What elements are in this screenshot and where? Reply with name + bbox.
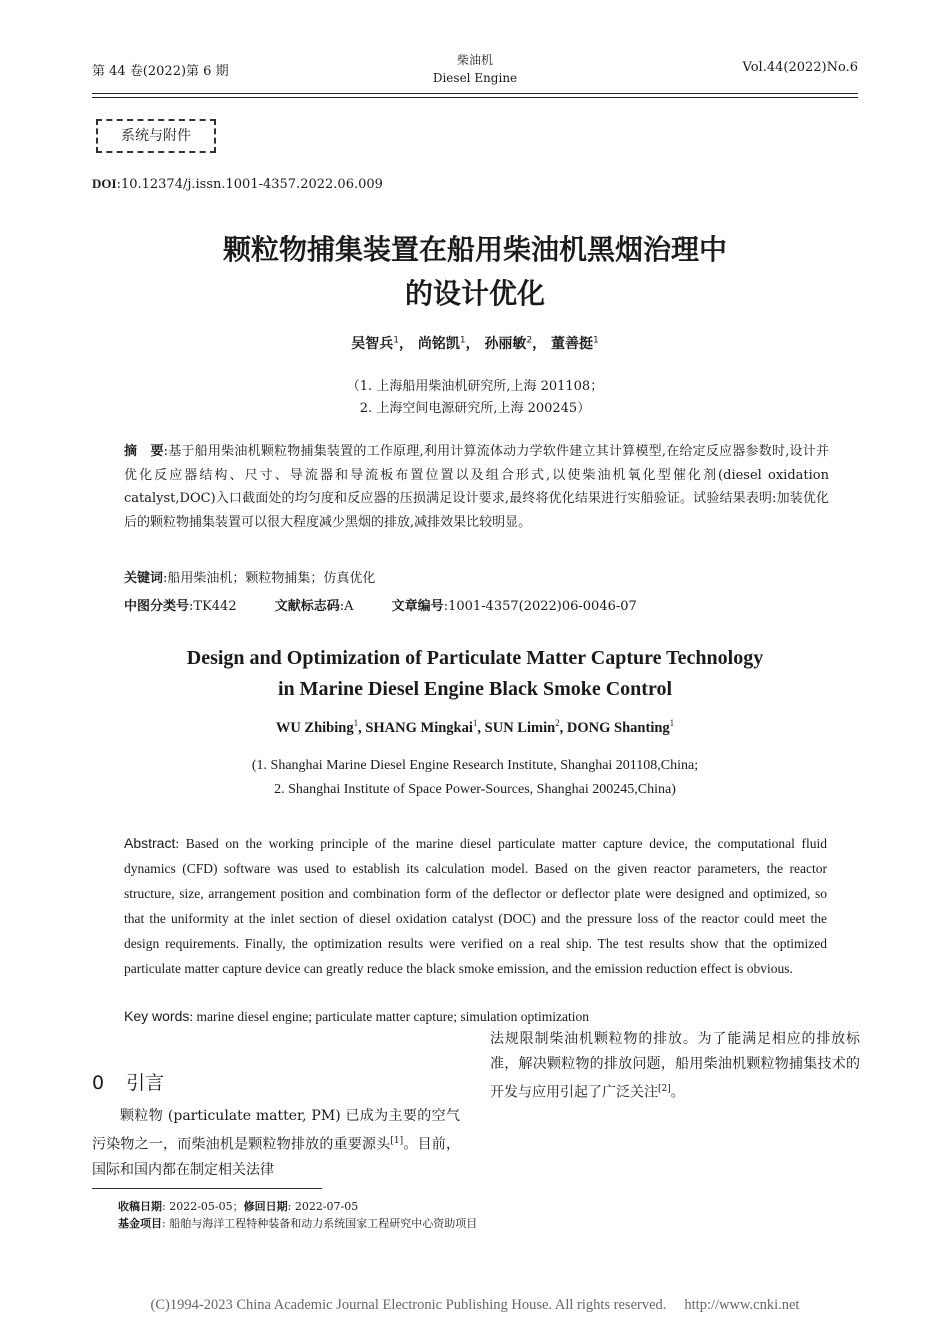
doi-line <box>92 176 383 192</box>
title-en-line2: in Marine Diesel Engine Black Smoke Control <box>277 678 673 700</box>
keywords-en-label: Key words <box>124 1008 190 1024</box>
citation-ref[interactable]: [2] <box>658 1084 671 1094</box>
doi-label: DOI <box>92 176 117 191</box>
author-cn: 尚铭凯$^1$， <box>417 335 480 352</box>
affiliation-cn-line2: 2. 上海空间电源研究所,上海 200245） <box>359 401 591 416</box>
classification-line <box>124 595 671 614</box>
paper-title-cn <box>0 228 950 316</box>
body-paragraph: 颗粒物 (particulate matter, PM) 已成为主要的空气污染物之一，而柴油机是颗粒物排放的重要源头[1]。目前，国际和国内都在制定相关法律 <box>92 1108 461 1178</box>
paper-title-en <box>0 643 950 705</box>
abstract-cn-text: :基于船用柴油机颗粒物捕集装置的工作原理,利用计算流体动力学软件建立其计算模型,在给定反应器参数时,设计并优化反应器结构、尺寸、导流器和导流板布置位置以及组合形式,以使柴油机氧化型催化剂(diesel oxidation catalyst,DOC)入口截面处的均匀度和反应器的压损满足设计要求,最终将优化结果进行实船验证。试验结果表明:加装优化后的颗粒物捕集装置可以很大程度减少黑烟的排放,减排效果比较明显。 <box>124 444 829 530</box>
section-heading <box>92 1068 164 1095</box>
abstract-cn-label: 摘 要 <box>124 444 164 459</box>
author-cn: 董善挺$^1$ <box>551 335 599 352</box>
article-number: 文章编号:1001-4357(2022)06-0046-07 <box>391 599 637 614</box>
title-en-line1: Design and Optimization of Particulate Matter Capture Technology <box>186 647 764 669</box>
author-list-cn <box>0 333 950 353</box>
cnki-link[interactable]: http://www.cnki.net <box>684 1297 800 1313</box>
footnote-dates: 收稿日期: 2022-05-05；修回日期: 2022-07-05 <box>118 1200 359 1213</box>
affiliation-cn-line1: （1. 上海船用柴油机研究所,上海 201108； <box>346 379 604 394</box>
copyright-notice: (C)1994-2023 China Academic Journal Electronic Publishing House. All rights reserved. http://www.cnki.net <box>150 1297 800 1313</box>
doi-value[interactable]: :10.12374/j.issn.1001-4357.2022.06.009 <box>116 177 383 192</box>
keywords-cn <box>124 567 375 586</box>
body-paragraph: 法规限制柴油机颗粒物的排放。为了能满足相应的排放标准，解决颗粒物的排放问题，船用柴油机颗粒物捕集技术的开发与应用引起了广泛关注[2]。 <box>490 1031 860 1101</box>
abstract-cn <box>124 440 829 534</box>
header-rule-thin <box>92 97 858 98</box>
author-en: DONG Shanting$^1$ <box>566 718 675 736</box>
citation-ref[interactable]: [1] <box>390 1136 404 1146</box>
author-list-en <box>0 718 950 737</box>
affiliations-en <box>0 754 950 802</box>
footnote-funding: 基金项目: 船舶与海洋工程特种装备和动力系统国家工程研究中心资助项目 <box>118 1217 478 1230</box>
abstract-en-label: Abstract <box>124 835 176 851</box>
abstract-en <box>124 831 827 981</box>
footnote-rule <box>92 1188 322 1189</box>
journal-name-cn: 柴油机 <box>456 53 493 67</box>
keywords-cn-label: 关键词 <box>124 571 164 586</box>
clc-number: 中图分类号:TK442 <box>124 599 237 614</box>
author-en: WU Zhibing$^1$, <box>275 718 366 736</box>
journal-name-en: Diesel Engine <box>432 71 518 85</box>
document-code: 文献标志码:A <box>274 599 354 614</box>
body-column-left <box>92 1104 460 1183</box>
keywords-cn-text: :船用柴油机；颗粒物捕集；仿真优化 <box>163 571 376 586</box>
title-cn-line2: 的设计优化 <box>404 277 545 310</box>
running-header-issue: 第 44 卷(2022)第 6 期 <box>92 64 229 79</box>
author-en: SHANG Mingkai$^1$, <box>365 718 485 736</box>
author-cn: 吴智兵$^1$， <box>351 335 413 352</box>
affiliations-cn <box>0 376 950 420</box>
author-en: SUN Limin$^2$, <box>484 718 567 736</box>
affiliation-en-line2: 2. Shanghai Institute of Space Power-Sources, Shanghai 200245,China) <box>274 782 676 797</box>
title-cn-line1: 颗粒物捕集装置在船用柴油机黑烟治理中 <box>222 233 727 266</box>
keywords-en-text: : marine diesel engine; particulate matter capture; simulation optimization <box>189 1009 589 1024</box>
section-number: 0 <box>92 1072 105 1094</box>
running-header-volume: Vol.44(2022)No.6 <box>742 60 858 75</box>
body-column-right <box>490 1027 860 1106</box>
section-title: 引言 <box>126 1072 165 1094</box>
abstract-en-text: : Based on the working principle of the marine diesel particulate matter capture device, the computational fluid dynamics (CFD) software was used to establish its calculation model. Based on the given reactor parameters, the reactor structure, size, arrangement position and combination form of the deflector or deflector plate were designed and optimized, so that the uniformity at the inlet section of diesel oxidation catalyst (DOC) and the pressure loss of the reactor could meet the design requirements. Finally, the optimization results were verified on a real ship. The test results show that the optimized particulate matter capture device can greatly reduce the black smoke emission, and the emission reduction effect is obvious. <box>124 836 827 976</box>
section-category-tag: 系统与附件 <box>96 119 216 153</box>
header-rule-thick <box>92 93 858 94</box>
author-cn: 孙丽敏$^2$， <box>484 335 547 352</box>
affiliation-en-line1: (1. Shanghai Marine Diesel Engine Research Institute, Shanghai 201108,China; <box>251 758 699 773</box>
keywords-en <box>124 1008 589 1025</box>
